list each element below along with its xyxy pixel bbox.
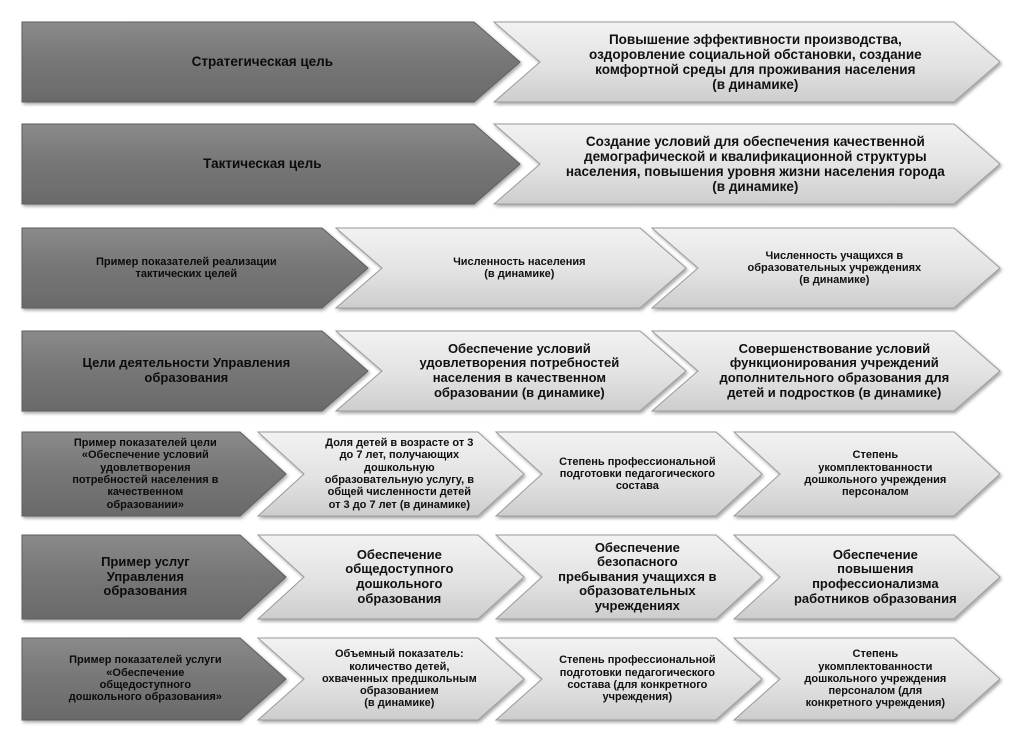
tactical-goal-cell-2-text: Создание условий для обеспечения качественной демографической и квалификационной структуры населения, повышения уровня жизни населения города (в динамике) bbox=[565, 133, 945, 195]
tactical-indicators-cell-3-text: Численность учащихся в образовательных учреждениях (в динамике) bbox=[747, 249, 922, 287]
goal-indicators-cell-3-text: Степень профессиональной подготовки педагогического состава bbox=[559, 455, 716, 493]
education-department-goals-cell-2-text: Обеспечение условий удовлетворения потребностей населения в качественном образовании (в динамике) bbox=[419, 340, 620, 400]
department-services-cell-4-text: Обеспечение повышения профессионализма работников образования bbox=[793, 546, 957, 606]
service-indicators-cell-1-text: Пример показателей услуги «Обеспечение общедоступного дошкольного образования» bbox=[68, 654, 222, 704]
education-department-goals-cell-3-text: Совершенствование условий функционирования учреждений дополнительного образования для детей и подростков (в динамике) bbox=[719, 340, 950, 400]
service-indicators-cell-4-text: Степень укомплектованности дошкольного учреждения персоналом (для конкретного учреждения) bbox=[804, 648, 947, 710]
department-services-cell-1-text: Пример услуг Управления образования bbox=[101, 554, 190, 599]
department-services-cell-2-text: Обеспечение общедоступного дошкольного образования bbox=[345, 546, 454, 606]
education-department-goals-cell-1-text: Цели деятельности Управления образования bbox=[82, 355, 291, 385]
department-services-cell-3-text: Обеспечение безопасного пребывания учащихся в образовательных учреждениях bbox=[558, 539, 717, 613]
strategic-goal-cell-1-text: Стратегическая цель bbox=[191, 54, 334, 70]
service-indicators-cell-2-text: Объемный показатель: количество детей, охваченных предшкольным образованием (в динамике) bbox=[321, 648, 477, 710]
goal-indicators-cell-2-text: Доля детей в возрасте от 3 до 7 лет, получающих дошкольную образовательную услугу, в общей численности детей от 3 до 7 лет (в динамике) bbox=[324, 437, 474, 511]
goal-indicators-cell-4-text: Степень укомплектованности дошкольного учреждения персоналом bbox=[804, 449, 947, 499]
tactical-goal-cell-1-text: Тактическая цель bbox=[203, 156, 322, 172]
service-indicators-cell-3-text: Степень профессиональной подготовки педагогического состава (для конкретного учреждения) bbox=[559, 654, 716, 704]
tactical-indicators-cell-1-text: Пример показателей реализации тактических целей bbox=[95, 255, 277, 280]
goal-indicators-cell-1-text: Пример показателей цели «Обеспечение условий удовлетворения потребностей населения в качественном образовании» bbox=[72, 437, 219, 511]
strategic-goal-cell-2-text: Повышение эффективности производства, оздоровление социальной обстановки, создание комфортной среды для проживания населения (в динамике) bbox=[589, 31, 922, 93]
tactical-indicators-cell-2-text: Численность населения (в динамике) bbox=[453, 255, 586, 280]
